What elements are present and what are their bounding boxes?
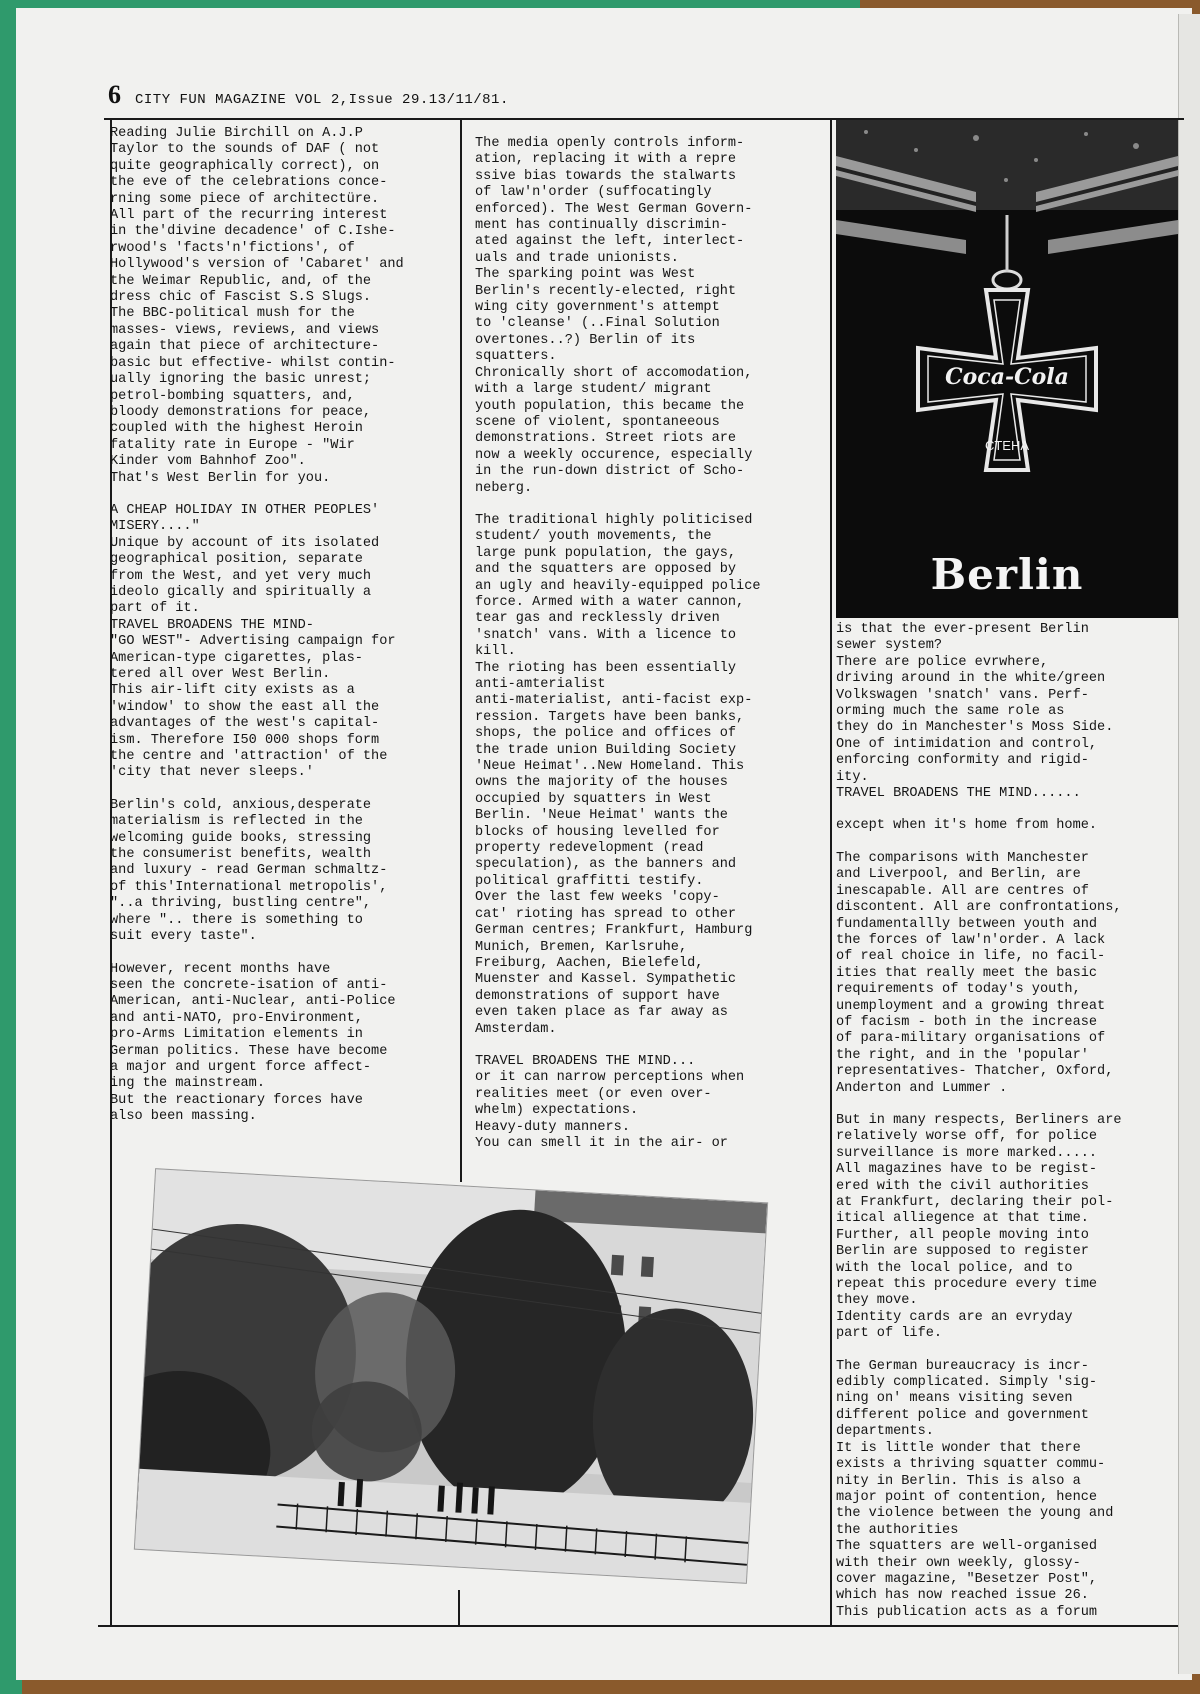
coca-cola-logo: Coca-Cola [945,364,1069,390]
column-rule-1-bottom [458,1590,460,1626]
paragraph: However, recent months have seen the concrete-isation of anti- American, anti-Nuclear, anti-Police and anti-NATO, pro-Environment, pro-Arms Limitation elements in German politics. These have become a major and urgent force affect- ing the mainstream. But the reactionary forces have also been massing. [110,961,396,1125]
page-number: 6 [108,80,121,109]
paragraph: A CHEAP HOLIDAY IN OTHER PEOPLES' MISERY...." Unique by account of its isolated geographical position, separate from the West, and yet very much ideolo gically and spiritually a part of it. TRAVEL BROADENS THE MIND- "GO WEST"- Advertising campaign for American-type cigarettes, plas- tered all over West Berlin. This air-lift city exists as a 'window' to show the east all the advantages of the west's capital- ism. Therefore I50 000 shops form the centre and 'attraction' of the 'city that never sleeps.' [110,502,396,781]
paragraph: The media openly controls inform- ation, replacing it with a repre ssive bias towards the stalwarts of law'n'order (suffocatingly enforced). The West German Govern- ment has continually discrimin- ated against the left, interlect- uals and trade unionists. The sparking point was West Berlin's recently-elected, right wing city government's attempt to 'cleanse' (..Final Solution overtones..?) Berlin of its squatters. Chronically short of accomodation, with a large student/ migrant youth population, this became the scene of violent, spontaneeous demonstrations. Street riots are now a weekly occurence, especially in the run-down district of Scho- neberg. [475,136,753,496]
street-riot-scene [135,1169,767,1583]
iron-cross-graphic [836,120,1178,550]
paragraph: But in many respects, Berliners are relatively worse off, for police surveillance is more marked..... All magazines have to be regist- ered with the civil authorities at Frankfurt, declaring their pol- itical alliegence at that time. Further, all people moving into Berlin are supposed to register with the local police, and to repeat this procedure every time they move. Identity cards are an evryday part of life. [836,1112,1122,1342]
berlin-title: Berlin [930,550,1084,599]
paragraph: is that the ever-present Berlin sewer system? There are police evrwhere, driving around in the white/green Volkswagen 'snatch' vans. Perf- orming much the same role as they do in Manchester's Moss Side. One of intimidation and control, enforcing conformity and rigid- ity. TRAVEL BROADENS THE MIND...... [836,622,1114,802]
column-rule-2 [830,120,832,1627]
next-page-edge [1178,14,1200,1674]
paragraph: Berlin's cold, anxious,desperate materialism is reflected in the welcoming guide books, stressing the consumerist benefits, wealth and luxury - read German schmaltz- of this'International metropolis', "..a thriving, bustling centre", where ".. there is something to suit every taste". [110,797,388,945]
bottom-rule [98,1625,1178,1627]
paragraph: The comparisons with Manchester and Liverpool, and Berlin, are inescapable. All are centres of discontent. All are confrontations, fundamentallly between youth and the forces of law'n'order. A lack of real choice in life, no facil- ities that really meet the basic requirements of today's youth, unemployment and a growing threat of facism - both in the increase of para-military organisations of the right, and in the 'popular' representatives- Thatcher, Oxford, Anderton and Lummer . [836,850,1122,1096]
paragraph: except when it's home from home. [836,818,1098,834]
paragraph: The traditional highly politicised student/ youth movements, the large punk population, the gays, and the squatters are opposed by an ugly and heavily-equipped police force. Armed with a water cannon, tear gas and recklessly driven 'snatch' vans. With a licence to kill. The rioting has been essentially anti-amterialist anti-materialist, anti-facist exp- ression. Targets have been banks, shops, the police and offices of the trade union Building Society 'Neue Heimat'..New Homeland. This owns the majority of the houses occupied by squatters in West Berlin. 'Neue Heimat' wants the blocks of housing levelled for property redevelopment (read speculation), as the banners and political graffitti testify. Over the last few weeks 'copy- cat' rioting has spread to other German centres; Frankfurt, Hamburg Munich, Bremen, Karlsruhe, Freiburg, Aachen, Bielefeld, Muenster and Kassel. Sympathetic demonstrations of support have even taken place as far away as Amsterdam. [475,512,761,1037]
column-2 [475,136,825,1152]
speckled-sky [836,120,1178,210]
riot-photograph [135,1169,767,1583]
paragraph: TRAVEL BROADENS THE MIND... or it can narrow perceptions when realities meet (or even over- whelm) expectations. Heavy-duty manners. You can smell it in the air- or [475,1053,745,1151]
berlin-cross-illustration [836,120,1178,618]
masthead: CITY FUN MAGAZINE VOL 2,Issue 29.13/11/81. [135,92,509,108]
paragraph: Reading Julie Birchill on A.J.P Taylor to the sounds of DAF ( not quite geographically correct), on the eve of the celebrations conce- rning some piece of architectüre. All part of the recurring interest in the'divine decadence' of C.Ishe- rwood's 'facts'n'fictions', of Hollywood's version of 'Cabaret' and the Weimar Republic, and, of the dress chic of Fascist S.S Slugs. The BBC-political mush for the masses- views, reviews, and views again that piece of architecture- basic but effective- whilst contin- ually ignoring the basic unrest; petrol-bombing squatters, and, bloody demonstrations for peace, coupled with the highest Heroin fatality rate in Europe - "Wir Kinder vom Bahnhof Zoo". That's West Berlin for you. [110,126,404,486]
column-3 [836,622,1176,1621]
column-1 [110,126,465,1126]
cross-label: CTEHA [984,438,1030,453]
ring [993,271,1021,289]
paragraph: The German bureaucracy is incr- edibly complicated. Simply 'sig- ning on' means visiting seven different police and government departments. It is little wonder that there exists a thriving squatter commu- nity in Berlin. This is also a major point of contention, hence the violence between the young and the authorities The squatters are well-organised with their own weekly, glossy- cover magazine, "Besetzer Post", which has now reached issue 26. This publication acts as a forum [836,1358,1114,1620]
page-header [108,80,509,114]
